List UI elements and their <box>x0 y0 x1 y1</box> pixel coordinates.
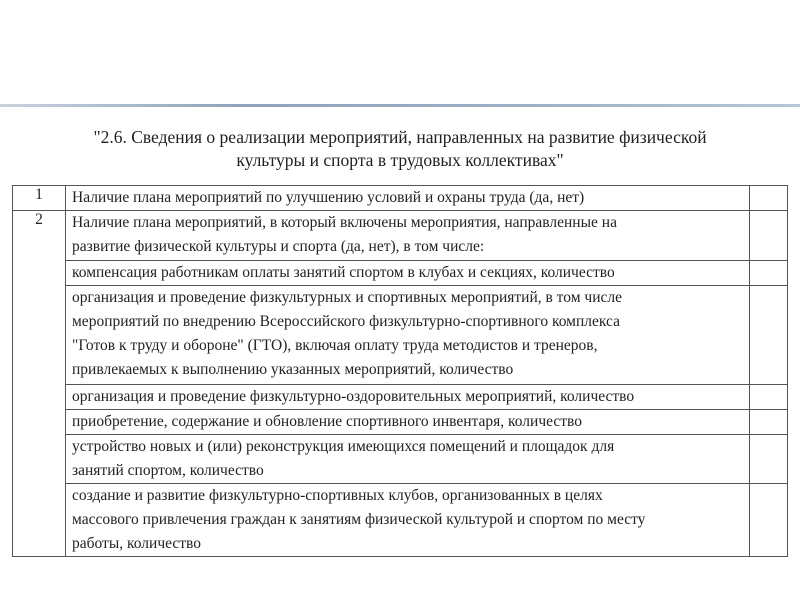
row-text <box>66 186 750 211</box>
text-line: устройство новых и (или) реконструкция имеющихся помещений и площадок для <box>72 438 615 455</box>
text-line: "Готов к труду и обороне" (ГТО), включая оплату труда методистов и тренеров, <box>72 337 598 354</box>
title-line: культуры и спорта в трудовых коллективах" <box>236 150 564 170</box>
table-row <box>13 286 788 385</box>
text-line: массового привлечения граждан к занятиям физической культурой и спортом по месту <box>72 511 646 528</box>
row-text <box>66 484 750 557</box>
value-cell[interactable] <box>750 484 788 557</box>
value-cell[interactable] <box>750 261 788 286</box>
row-text <box>66 286 750 385</box>
text-line: работы, количество <box>72 535 201 552</box>
row-number: 2 <box>13 211 66 557</box>
table-row <box>13 186 788 211</box>
slide-title <box>0 126 800 172</box>
text-line: Наличие плана мероприятий по улучшению условий и охраны труда (да, нет) <box>72 189 585 206</box>
text-line: приобретение, содержание и обновление спортивного инвентаря, количество <box>72 413 582 430</box>
row-text <box>66 261 750 286</box>
row-text <box>66 410 750 435</box>
row-text <box>66 211 750 261</box>
header-divider <box>0 104 800 107</box>
text-line: организация и проведение физкультурно-оздоровительных мероприятий, количество <box>72 388 635 405</box>
text-line: компенсация работникам оплаты занятий спортом в клубах и секциях, количество <box>72 264 615 281</box>
value-cell[interactable] <box>750 410 788 435</box>
row-number: 1 <box>13 186 66 211</box>
title-line: "2.6. Сведения о реализации мероприятий, направленных на развитие физической <box>93 127 707 147</box>
row-text <box>66 385 750 410</box>
table-row <box>13 410 788 435</box>
table-row <box>13 435 788 484</box>
text-line: Наличие плана мероприятий, в который включены мероприятия, направленные на <box>72 214 617 231</box>
text-line: развитие физической культуры и спорта (да, нет), в том числе: <box>72 238 485 255</box>
row-text <box>66 435 750 484</box>
table-row <box>13 385 788 410</box>
table-row <box>13 261 788 286</box>
value-cell[interactable] <box>750 435 788 484</box>
value-cell[interactable] <box>750 286 788 385</box>
value-cell[interactable] <box>750 385 788 410</box>
value-cell[interactable] <box>750 211 788 261</box>
text-line: привлекаемых к выполнению указанных мероприятий, количество <box>72 361 514 378</box>
text-line: создание и развитие физкультурно-спортивных клубов, организованных в целях <box>72 487 603 504</box>
text-line: мероприятий по внедрению Всероссийского физкультурно-спортивного комплекса <box>72 313 620 330</box>
indicators-table <box>12 185 788 557</box>
value-cell[interactable] <box>750 186 788 211</box>
text-line: организация и проведение физкультурных и спортивных мероприятий, в том числе <box>72 289 622 306</box>
table-row <box>13 484 788 557</box>
table-row <box>13 211 788 261</box>
text-line: занятий спортом, количество <box>72 462 264 479</box>
